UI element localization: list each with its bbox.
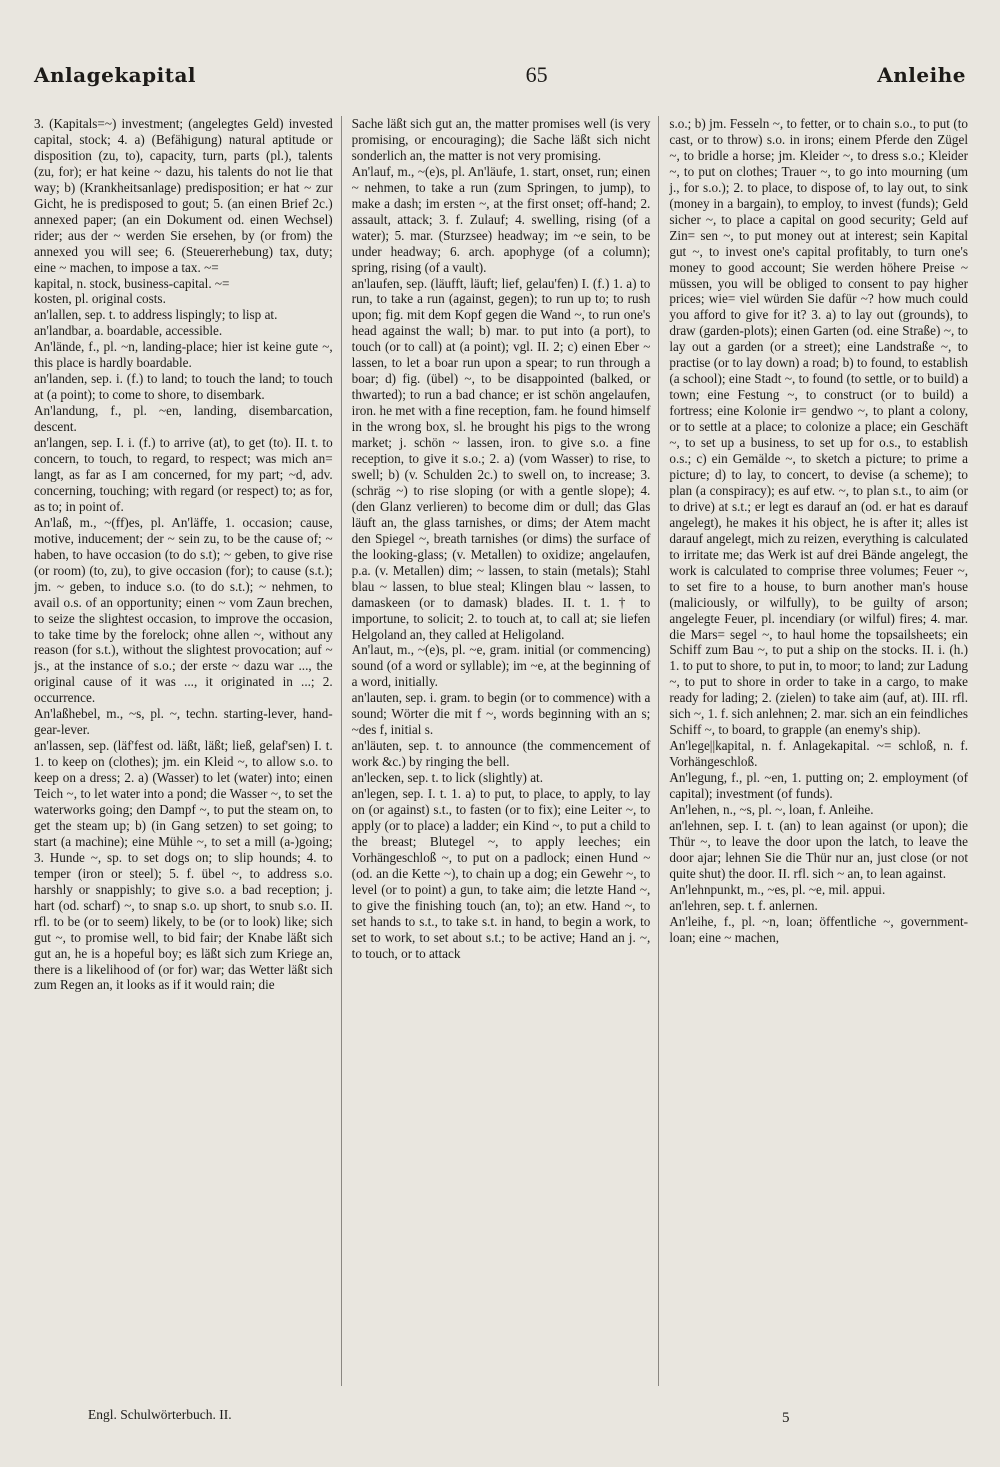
- dictionary-entry: an'laufen, sep. (läufft, läuft; lief, gelau'fen) I. (f.) 1. a) to run, to take a run (against, gegen); to run up to; to rush upon; fig. mit dem Kopf gegen die Wand ~, to run one's head against the wall; b) mar. to put into (a port), to touch (or to call) at (a point); vgl. II. 2; c) einen Eber ~ lassen, to let a boar run upon a spear; to run through a boar; d) fig. (übel) ~, to be disappointed (balked, or thwarted); to run a bad chance; er ist schön angelaufen, iron. he met with a fine reception, fam. he found himself in the wrong box, sl. he brought his pigs to the wrong market; j. schön ~ lassen, iron. to give s.o. a fine reception, to give it s.o.; 2. a) (vom Wasser) to rise, to swell; b) (v. Schulden 2c.) to swell on, to increase; 3. (schräg ~) to rise sloping (or with a gentle slope); 4. (den Glanz verlieren) to become dim or dull; das Glas läuft an, the glass tarnishes, or dims; der Atem macht den Spiegel ~, breath tarnishes (or dims) the surface of the looking-glass; (v. Metallen) to oxidize; angelaufen, p.a. (v. Metallen) dim; ~ lassen, to stain (metals); Stahl blau ~ lassen, to blue steal; Klingen blau ~ lassen, to damaskeen (or to damask) blades. II. t. 1. † to importune, to solicit; 2. to touch at, to call at; sie liefen Helgoland an, they called at Heligoland.: [351, 275, 651, 642]
- column-2: [352, 116, 660, 1386]
- dictionary-entry: An'lege||kapital, n. f. Anlagekapital. ~= schloß, n. f. Vorhängeschloß.: [669, 738, 969, 770]
- dictionary-entry: An'lehnpunkt, m., ~es, pl. ~e, mil. appui.: [669, 881, 886, 897]
- dictionary-entry: An'laß, m., ~(ff)es, pl. An'läffe, 1. occasion; cause, motive, inducement; der ~ sein zu, to be the cause of; ~ haben, to have occasion (to do s.t); ~ geben, to give rise (or room) (to, zu), to give occasion (for); to cause (s.t.); jm. ~ geben, to induce s.o. (to do s.t.); ~ nehmen, to avail o.s. of an opportunity; einen ~ vom Zaun brechen, to seize the slightest occasion, to improve the occasion, to take time by the forelock; ohne allen ~, without any reason (for s.t.), without the slightest provocation; auf ~ js., at the instance of s.o.; der erste ~ dazu war ..., the original cause of it was ..., it originated in ...; 2. occurrence.: [34, 514, 333, 706]
- footer-signature-mark: 5: [782, 1410, 790, 1426]
- dictionary-entry: an'lecken, sep. t. to lick (slightly) at.: [351, 770, 544, 786]
- dictionary-entry: 3. (Kapitals=~) investment; (angelegtes Geld) invested capital, stock; 4. a) (Befähigung) natural aptitude or disposition (zu, to), capacity, turn, parts (pl.), talents (zu, for); er hat keine ~ dazu, his talents do not lie that way; b) (Krankheitsanlage) predisposition; er hat ~ zur Gicht, he is predisposed to gout; 5. (an einen Brief 2c.) annexed paper; (an ein Dokument od. einen Wechsel) rider; aus der ~ werden Sie ersehen, by (or from) the annexed you will see; 6. (Steuererhebung) tax, duty; eine ~ machen, to impose a tax. ~=: [34, 116, 333, 275]
- dictionary-entry: s.o.; b) jm. Fesseln ~, to fetter, or to chain s.o., to put (to cast, or to throw) s.o. in irons; einem Pferde den Zügel ~, to bridle a horse; jm. Kleider ~, to dress s.o.; Kleider ~, to put on clothes; Trauer ~, to go into mourning (um j., for s.o.); 2. to place, to dispose of, to lay out, to sink (money in a bargain), to employ, to invest (funds); Geld sicher ~, to place a capital on good security; Geld auf Zin= sen ~, to put money out at interest; sein Kapital gut ~, to invest one's capital profitably, to turn one's money to good account; Sie werden höhere Preise ~ müssen, you will be obliged to consent to pay higher prices; wie= viel würden Sie dafür ~? how much could you afford to give for it? 3. a) to lay out (grounds), to draw (garden-plots); einen Garten (od. eine Straße) ~, to lay out a garden (or a street); eine Landstraße ~, to practise (or to lay down) a road; b) to found, to establish (a school); eine Stadt ~, to found (to settle, or to build) a town; eine Festung ~, to construct (or to build) a fortress; eine Kolonie ir= gendwo ~, to plant a colony, or to settle at a place; to colonize a place; ein Geschäft ~, to set up a business, to set up for o.s., to establish o.s.; c) ein Gemälde ~, to sketch a picture; to prime a picture; d) to lay, to concert, to devise (a scheme); to plan (a conspiracy); es auf etw. ~, to plan s.t., to aim (or to drive) at s.t.; er legt es darauf an (od. er hat es darauf angelegt), he makes it his object, he is after it; alles ist darauf angelegt, mich zu reizen, everything is calculated to irritate me; das Werk ist auf drei Bände angelegt, the work is calculated to comprise three volumes; Feuer ~, to set fire to a house, to burn another man's house (maliciously, or wilfully), to be guilty of arson; angelegte Feuer, pl. incendiary (or wilful) fires; 4. mar. die Mars= segel ~, to haul home the topsailsheets; ein Schiff zum Bau ~, to put a ship on the stocks. II. i. (h.) 1. to put to shore, to put in, to moor; to land; zur Ladung ~, to put to shore in order to take in a cargo, to make ready for lading; 2. (zielen) to take aim (auf, at). III. rfl. sich ~, 1. f. sich anlehnen; 2. mar. sich an ein feindliches Schiff ~, to board, to grapple (an enemy's ship).: [669, 116, 969, 738]
- dictionary-entry: kapital, n. stock, business-capital. ~=: [34, 275, 230, 291]
- dictionary-entry: an'läuten, sep. t. to announce (the commencement of work &c.) by ringing the bell.: [351, 738, 651, 770]
- dictionary-entry: An'lauf, m., ~(e)s, pl. An'läufe, 1. start, onset, run; einen ~ nehmen, to take a run (zum Springen, to jump), to make a dash; im ersten ~, at the first onset; off-hand; 2. assault, attack; 3. f. Zulauf; 4. swelling, rising (of a water); 5. mar. (Sturzsee) headway; im ~e sein, to be under headway; 6. arch. apophyge (of a column); spring, rising (of a vault).: [351, 163, 651, 275]
- dictionary-entry: An'legung, f., pl. ~en, 1. putting on; 2. employment (of capital); investment (of funds).: [669, 770, 969, 802]
- dictionary-entry: Sache läßt sich gut an, the matter promises well (is very promising, or encouraging); die Sache läßt sich nicht sonderlich an, the matter is not very promising.: [351, 116, 651, 163]
- text-columns: [34, 116, 968, 1386]
- column-3: [669, 116, 968, 1386]
- header-right-guideword: Anleihe: [877, 63, 966, 87]
- dictionary-entry: An'lehen, n., ~s, pl. ~, loan, f. Anleihe.: [669, 801, 874, 817]
- dictionary-entry: an'lauten, sep. i. gram. to begin (or to commence) with a sound; Wörter die mit f ~, words beginning with an s; ~des f, initial s.: [351, 690, 651, 738]
- dictionary-entry: an'landbar, a. boardable, accessible.: [34, 323, 223, 339]
- dictionary-entry: an'lehren, sep. t. f. anlernen.: [669, 897, 818, 913]
- dictionary-entry: an'langen, sep. I. i. (f.) to arrive (at), to get (to). II. t. to concern, to touch, to regard, to respect; was mich an= langt, as far as I am concerned, for my part; ~d, adv. concerning, touching; with regard (or respect) to; as for, as to; in point of.: [34, 435, 333, 514]
- column-1: [34, 116, 342, 1386]
- dictionary-entry: An'laßhebel, m., ~s, pl. ~, techn. starting-lever, hand-gear-lever.: [34, 706, 333, 738]
- page-number: 65: [525, 62, 548, 87]
- dictionary-entry: An'lände, f., pl. ~n, landing-place; hier ist keine gute ~, this place is hardly boardable.: [34, 339, 333, 371]
- dictionary-entry: an'lallen, sep. t. to address lispingly; to lisp at.: [34, 307, 278, 323]
- page-header: [34, 62, 966, 96]
- dictionary-entry: an'legen, sep. I. t. 1. a) to put, to place, to apply, to lay on (or against) s.t., to fasten (or to fix); eine Leiter ~, to apply (or to place) a ladder; ein Kind ~, to put a child to the breast; Blutegel ~, to apply leeches; ein Vorhängeschloß ~, to put on a padlock; einen Hund ~ (od. an die Kette ~), to chain up a dog; ein Gewehr ~, to level (or to point) a gun, to take aim; die letzte Hand ~, to give the finishing touch (an, to); an etw. Hand ~, to set hands to s.t., to take s.t. in hand, to begin a work, to set to work, to set about s.t.; to be active; Hand an j. ~, to touch, or to attack: [351, 786, 651, 961]
- dictionary-entry: an'lassen, sep. (läf'fest od. läßt, läßt; ließ, gelaf'sen) I. t. 1. to keep on (clothes); jm. ein Kleid ~, to allow s.o. to keep on a dress; 2. a) (Wasser) to let (water) into; einen Teich ~, to let water into a pond; die Wasser ~, to set the waterworks going; den Dampf ~, to put the steam on, to get the steam up; b) (in Gang setzen) to set going; to start (a machine); eine Mühle ~, to set a mill (a-)going; 3. Hunde ~, sp. to set dogs on; to slip hounds; 4. to temper (iron or steel); 5. f. übel ~, to address s.o. harshly or snappishly; to give s.o. a bad reception; j. hart (od. scharf) ~, to snap s.o. up short, to snub s.o. II. rfl. to be (or to seem) likely, to be (or to look) like; sich gut ~, to promise well, to bid fair; der Knabe läßt sich gut an, he is a hopeful boy; es läßt sich zum Kriege an, there is a likelihood of (or for) war; das Wetter läßt sich zum Regen an, it looks as if it would rain; die: [34, 738, 333, 993]
- dictionary-entry: An'laut, m., ~(e)s, pl. ~e, gram. initial (or commencing) sound (of a word or syllable); im ~e, at the beginning of a word, initially.: [351, 642, 651, 690]
- footer-book-title: Engl. Schulwörterbuch. II.: [88, 1407, 232, 1422]
- header-left-guideword: Anlagekapital: [34, 63, 197, 87]
- dictionary-entry: an'landen, sep. i. (f.) to land; to touch the land; to touch at (a point); to come to shore, to disembark.: [34, 371, 333, 403]
- dictionary-entry: an'lehnen, sep. I. t. (an) to lean against (or upon); die Thür ~, to leave the door upon the latch, to leave the door ajar; lehnen Sie die Thür nur an, just close (or not quite shut) the door. II. rfl. sich ~ an, to lean against.: [669, 817, 969, 881]
- dictionary-entry: kosten, pl. original costs.: [34, 291, 166, 307]
- dictionary-entry: An'leihe, f., pl. ~n, loan; öffentliche ~, government-loan; eine ~ machen,: [669, 913, 969, 945]
- dictionary-entry: An'landung, f., pl. ~en, landing, disembarcation, descent.: [34, 403, 333, 435]
